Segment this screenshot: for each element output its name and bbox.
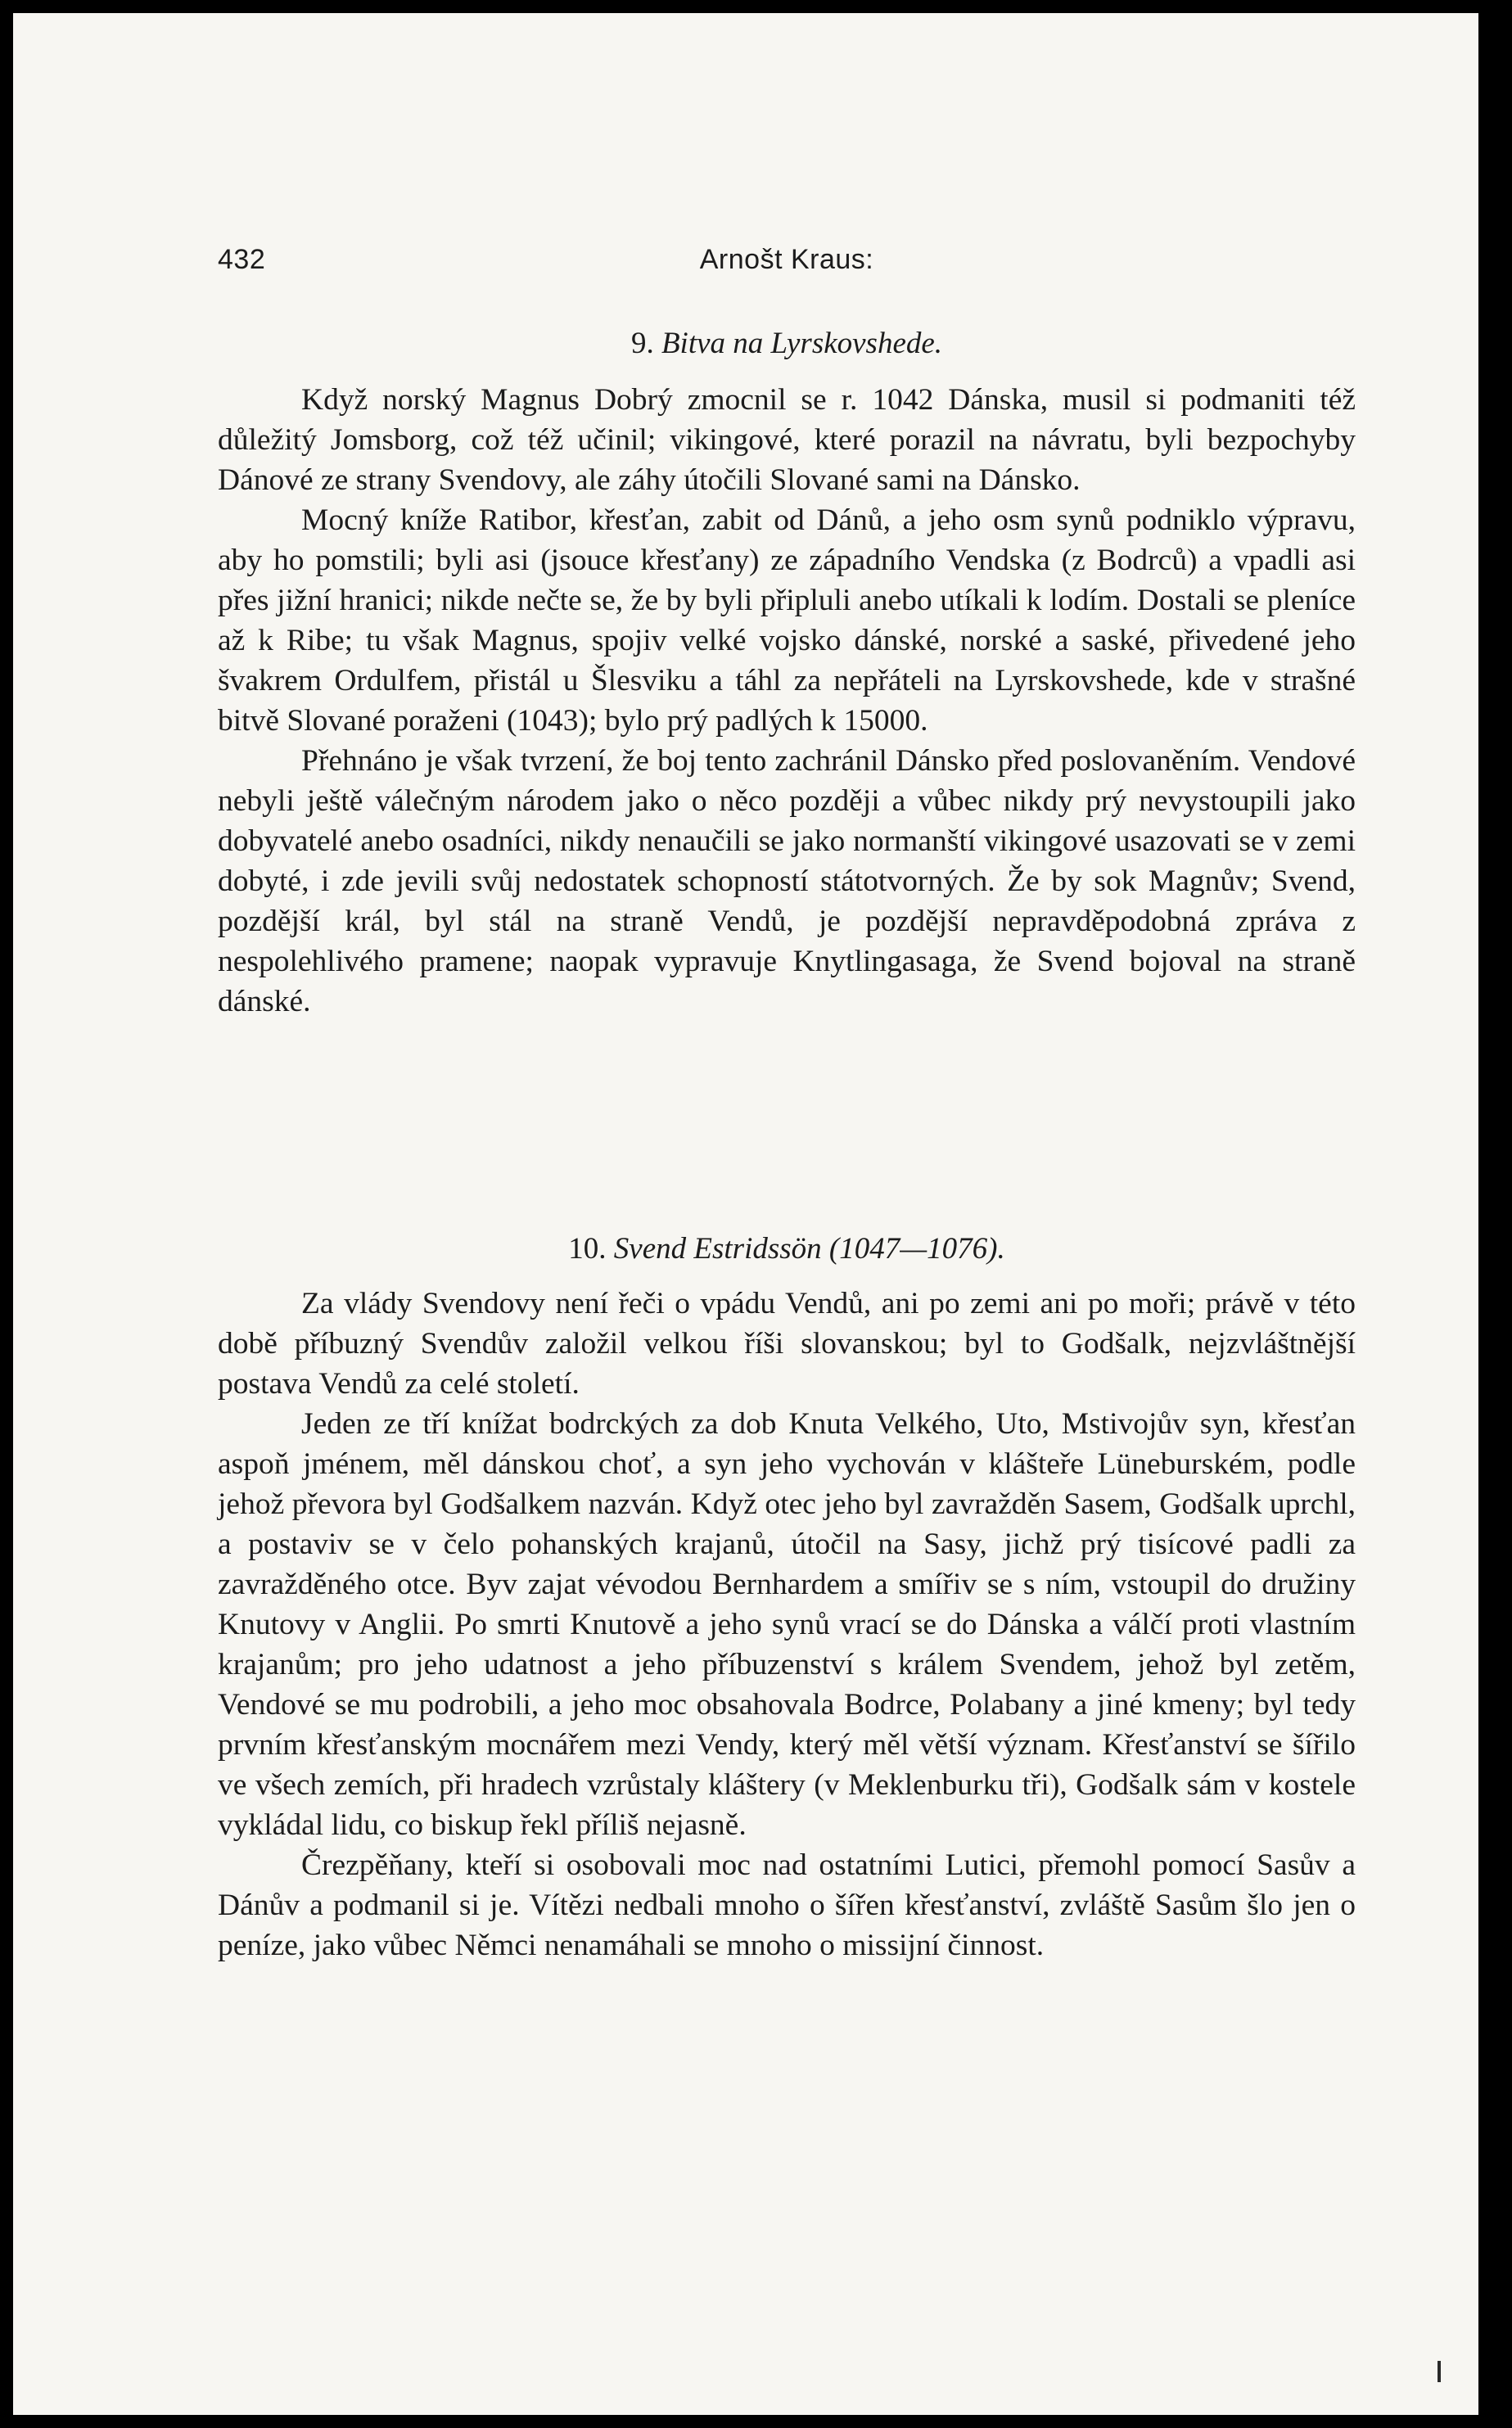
section-10-title: Svend Estridssön [613, 1232, 822, 1266]
section-9-body [218, 380, 1356, 1022]
section-10-paragraph-2: Jeden ze tří knížat bodrckých za dob Knuta Velkého, Uto, Mstivojův syn, křesťan aspoň jménem, měl dánskou choť, a syn jeho vychován v klášteře Lüneburském, podle jehož převora byl Godšalkem nazván. Když otec jeho byl zavražděn Sasem, Godšalk uprchl, a postaviv se v čelo pohanských krajanů, útočil na Sasy, jichž prý tisícové padli za zavražděného otce. Byv zajat vévodou Bernhardem a smířiv se s ním, vstoupil do družiny Knutovy v Anglii. Po smrti Knutově a jeho synů vrací se do Dánska a válčí proti vlastním krajanům; pro jeho udatnost a jeho příbuzenství s králem Svendem, jehož byl zetěm, Vendové se mu podrobili, a jeho moc obsahovala Bodrce, Polabany a jiné kmeny; byl tedy prvním křesťanským mocnářem mezi Vendy, který měl větší význam. Křesťanství se šířilo ve všech zemích, při hradech vzrůstaly kláštery (v Meklenburku tři), Godšalk sám v kostele vykládal lidu, co biskup řekl příliš nejasně. [218, 1407, 1356, 1842]
section-10-paragraph-1: Za vlády Svendovy není řeči o vpádu Vendů, ani po zemi ani po moři; právě v této době příbuzný Svendův založil velkou říši slovanskou; byl to Godšalk, nejzvláštnější postava Vendů za celé století. [218, 1287, 1356, 1401]
section-9-paragraph-1: Když norský Magnus Dobrý zmocnil se r. 1042 Dánska, musil si podmaniti též důležitý Jomsborg, což též učinil; vikingové, které porazil na návratu, byli bezpochyby Dánové ze strany Svendovy, ale záhy útočili Slované sami na Dánsko. [218, 383, 1356, 497]
section-10-heading [218, 1231, 1356, 1266]
page-header [218, 244, 1356, 285]
book-page [13, 13, 1478, 2415]
section-9-paragraph-3: Přehnáno je však tvrzení, že boj tento zachránil Dánsko před poslovaněním. Vendové nebyli ještě válečným národem jako o něco později a vůbec nikdy prý nevystoupili jako dobyvatelé anebo osadníci, nikdy nenaučili se jako normanští vikingové usazovati se v zemi dobyté, i zde jevili svůj nedostatek schopností státotvorných. Že by sok Magnův; Svend, pozdější král, byl stál na straně Vendů, je pozdější nepravděpodobná zpráva z nespolehlivého pramene; naopak vypravuje Knytlingasaga, že Svend bojoval na straně dánské. [218, 744, 1356, 1018]
page-number: 432 [218, 244, 266, 275]
section-9-title: Bitva na Lyrskovshede. [661, 327, 943, 360]
section-10-body [218, 1284, 1356, 1965]
section-10-paragraph-3: Črezpěňany, kteří si osobovali moc nad ostatními Lutici, přemohl pomocí Sasův a Dánův a podmanil si je. Vítězi nedbali mnoho o šířen křesťanství, zvláště Sasům šlo jen o peníze, jako vůbec Němci nenamáhali se mnoho o missijní činnost. [218, 1848, 1356, 1962]
running-head: Arnošt Kraus: [699, 244, 874, 275]
section-9-paragraph-2: Mocný kníže Ratibor, křesťan, zabit od Dánů, a jeho osm synů podniklo výpravu, aby ho pomstili; byli asi (jsouce křesťany) ze západního Vendska (z Bodrců) a vpadli asi přes jižní hranici; nikde nečte se, že by byli připluli anebo utíkali k lodím. Dostali se pleníce až k Ribe; tu však Magnus, spojiv velké vojsko dánské, norské a saské, přivedené jeho švakrem Ordulfem, přistál u Šlesviku a táhl za nepřáteli na Lyrskovshede, kde v strašné bitvě Slované poraženi (1043); bylo prý padlých k 15000. [218, 503, 1356, 738]
section-9-heading [218, 326, 1356, 361]
section-10-number: 10. [568, 1232, 607, 1266]
section-10-years: (1047—1076). [828, 1232, 1005, 1266]
scan-edge-mark [1438, 2361, 1441, 2382]
section-9-number: 9. [630, 327, 654, 360]
